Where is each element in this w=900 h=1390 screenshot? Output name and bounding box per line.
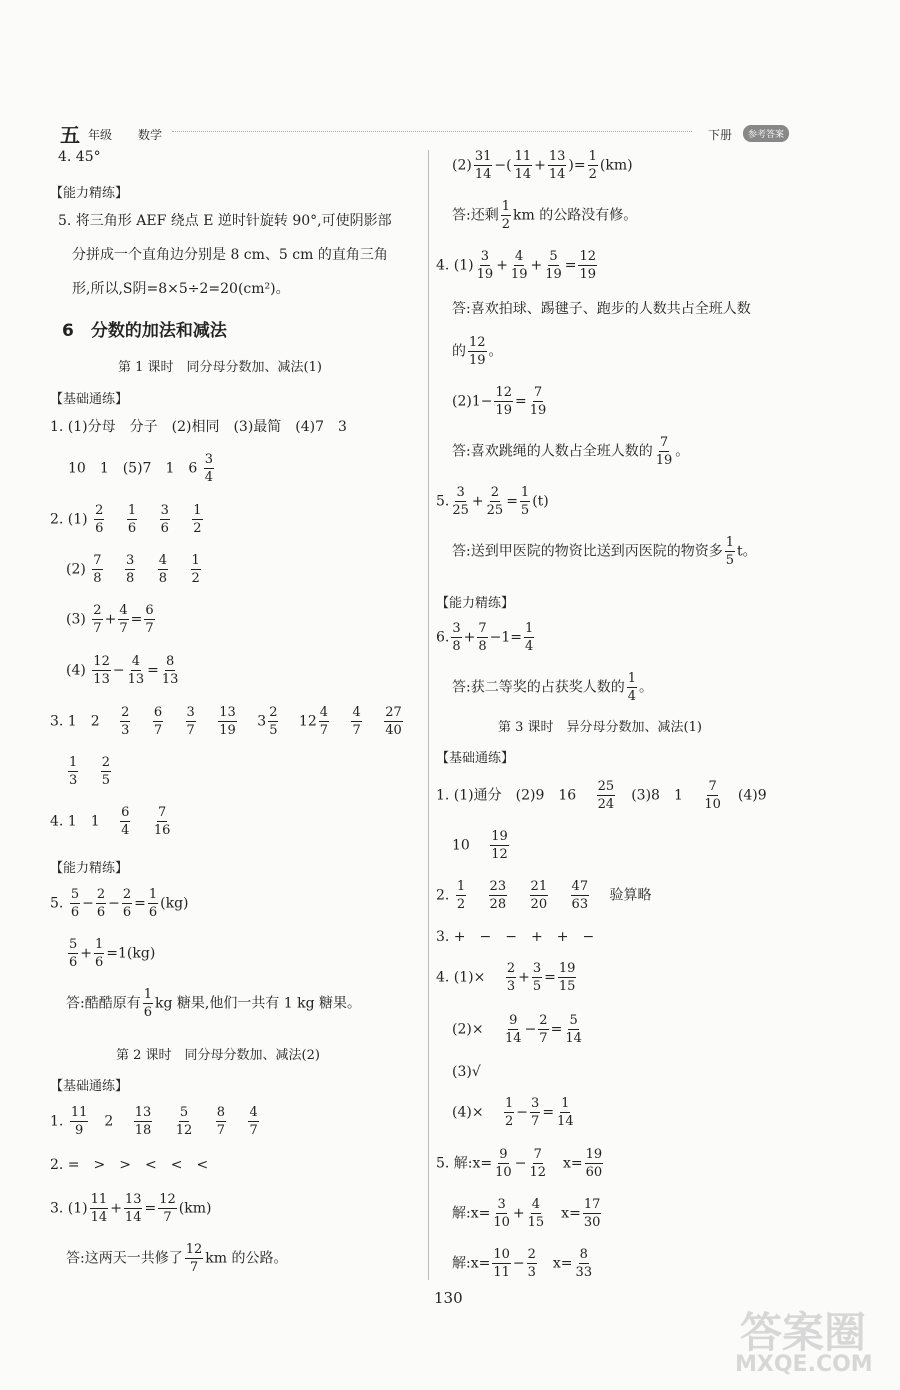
q5-line1: 5. $\frac{5}{6}$ − $\frac{2}{6}$ − $\frac{2}{6}$ = $\frac{1}{6}$ (kg) — [50, 887, 189, 920]
fraction: $\frac{1}{2}$ — [501, 199, 510, 232]
c4-1: 4. (1)× $\frac{2}{3}$ + $\frac{3}{5}$ = $\frac{19}{15}$ — [436, 961, 576, 994]
ans6-pre: 答:送到甲医院的物资比送到丙医院的物资多 — [452, 543, 723, 560]
q2-2 — [66, 554, 203, 585]
a2-unit: (km) — [599, 157, 633, 174]
fraction: $\frac{6}{7}$ — [153, 705, 163, 738]
answer-sentence-5: 答:喜欢跳绳的人数占全班人数的 $\frac{7}{19}$ 。 — [452, 435, 690, 468]
header-divider — [172, 131, 692, 132]
fraction: $\frac{1}{2}$ — [456, 879, 466, 912]
r3: 3. (1) $\frac{11}{14}$ + $\frac{13}{14}$ = $\frac{12}{7}$ (km) — [50, 1192, 212, 1225]
fraction: $\frac{1}{3}$ — [69, 755, 78, 788]
b6-label: 6. — [436, 629, 450, 646]
chapter-title: 6 分数的加法和减法 — [62, 321, 227, 341]
answer-sentence-4b: 的 $\frac{12}{19}$ 。 — [452, 335, 503, 368]
fraction: $\frac{4}{15}$ — [527, 1197, 545, 1230]
ans4b-pre: 的 — [452, 343, 466, 360]
ans6-post: t。 — [737, 543, 757, 560]
q3-label: 3. 1 2 — [50, 713, 100, 730]
c2 — [436, 880, 652, 911]
fraction: $\frac{3}{6}$ — [160, 503, 169, 536]
fraction: $\frac{12}{19}$ — [469, 335, 486, 368]
fraction: $\frac{1}{6}$ — [148, 887, 158, 920]
fraction: $\frac{8}{7}$ — [216, 1105, 225, 1138]
b4b-label: (2)1− — [452, 393, 493, 410]
c4-4: (4)× $\frac{1}{2}$ − $\frac{3}{7}$ = $\frac{1}{14}$ — [452, 1096, 574, 1129]
fraction: $\frac{6}{4}$ — [121, 805, 130, 838]
c4-4-label: (4)× — [452, 1104, 484, 1121]
c4-1-label: 4. (1)× — [436, 969, 486, 986]
c1a-text: 1. (1)通分 (2)9 16 — [436, 787, 577, 804]
fraction: $\frac{4}{7}$ — [319, 705, 329, 738]
fraction: $\frac{7}{8}$ — [478, 621, 487, 654]
section-nengli-1: 【能力精练】 — [50, 186, 129, 201]
fraction: $\frac{3}{5}$ — [532, 961, 542, 994]
fraction: $\frac{2}{5}$ — [101, 755, 111, 788]
q1-line2 — [68, 453, 216, 484]
fraction: $\frac{8}{33}$ — [575, 1247, 593, 1280]
c2-note: 验算略 — [609, 887, 652, 904]
ans2-pre: 答:这两天一共修了 — [66, 1250, 183, 1267]
fraction: $\frac{2}{3}$ — [527, 1247, 536, 1280]
fraction: $\frac{17}{30}$ — [583, 1197, 601, 1230]
r1-label: 1. — [50, 1113, 64, 1130]
fraction: $\frac{12}{13}$ — [93, 654, 110, 687]
q2-4: (4) $\frac{12}{13}$ − $\frac{4}{13}$ = $\frac{8}{13}$ — [66, 654, 179, 687]
fraction: $\frac{2}{3}$ — [121, 705, 130, 738]
c5-3: 解:x= $\frac{10}{11}$ − $\frac{2}{3}$ x= $\frac{8}{33}$ — [452, 1247, 593, 1280]
q5-line2-unit: =1(kg) — [106, 945, 156, 962]
q2-4-label: (4) — [66, 662, 86, 679]
fraction: $\frac{11}{9}$ — [70, 1105, 88, 1138]
fraction: $\frac{2}{5}$ — [269, 705, 278, 738]
answer-sentence-2 — [66, 1243, 287, 1274]
answer-sentence-7: 答:获二等奖的占获奖人数的 $\frac{1}{4}$ 。 — [452, 671, 653, 704]
c5-3-label: 解:x= — [452, 1255, 491, 1272]
c1b-text: 10 — [452, 837, 470, 854]
ans3-post: km 的公路没有修。 — [513, 207, 638, 224]
c5-1-label: 5. 解:x= — [436, 1155, 493, 1172]
fraction: $\frac{12}{19}$ — [579, 249, 597, 282]
ans1-post: kg 糖果,他们一共有 1 kg 糖果。 — [155, 995, 362, 1012]
fraction: $\frac{2}{7}$ — [93, 603, 102, 636]
ans7-pre: 答:获二等奖的占获奖人数的 — [452, 679, 625, 696]
fraction: $\frac{7}{12}$ — [529, 1147, 546, 1180]
q3-line1: 3. 1 2 $\frac{2}{3}$ $\frac{6}{7}$ $\frac{3}{7}$ $\frac{13}{19}$ 3 $\frac{2}{5}$ 12 $\frac{4}{7}$ $\frac{4}{7}$ $\frac{27}{40}$ — [50, 705, 402, 738]
answer-sentence-4a: 答:喜欢拍球、踢毽子、跑步的人数共占全班人数 — [452, 301, 751, 317]
q2-2-label: (2) — [66, 561, 86, 578]
answer-4: 4. 45° — [58, 149, 101, 165]
fraction: $\frac{3}{7}$ — [531, 1096, 540, 1129]
fraction: $\frac{13}{14}$ — [124, 1192, 142, 1225]
c1-line1: 1. (1)通分 (2)9 16 $\frac{25}{24}$ (3)8 1 $\frac{7}{10}$ (4)9 — [436, 779, 767, 812]
fraction: $\frac{3}{4}$ — [204, 452, 214, 485]
fraction: $\frac{1}{5}$ — [520, 485, 530, 518]
answer-5-line3: 形,所以,S阴=8×5÷2=20(cm²)。 — [72, 281, 290, 297]
fraction: $\frac{12}{7}$ — [159, 1192, 176, 1225]
fraction: $\frac{8}{13}$ — [161, 654, 179, 687]
r3-unit: (km) — [178, 1200, 212, 1217]
c5-2: 解:x= $\frac{3}{10}$ + $\frac{4}{15}$ x= $\frac{17}{30}$ — [452, 1197, 601, 1230]
answer-5-line2: 分拼成一个直角边分别是 8 cm、5 cm 的直角三角 — [72, 247, 388, 263]
b5-unit: (t) — [532, 493, 549, 510]
fraction: $\frac{23}{28}$ — [489, 879, 507, 912]
c5-1: 5. 解:x= $\frac{9}{10}$ − $\frac{7}{12}$ x= $\frac{19}{60}$ — [436, 1147, 603, 1180]
fraction: $\frac{1}{4}$ — [627, 671, 636, 704]
answer-sentence-6 — [452, 536, 757, 567]
fraction: $\frac{3}{8}$ — [126, 553, 135, 586]
fraction: $\frac{12}{19}$ — [495, 385, 513, 418]
fraction: $\frac{3}{7}$ — [186, 705, 195, 738]
watermark-url: MXQE.COM — [735, 1352, 873, 1377]
fraction: $\frac{7}{16}$ — [153, 805, 171, 838]
fraction: $\frac{2}{6}$ — [122, 887, 132, 920]
fraction: $\frac{3}{10}$ — [493, 1197, 510, 1230]
fraction: $\frac{4}{13}$ — [127, 654, 145, 687]
b4b: (2)1− $\frac{12}{19}$ = $\frac{7}{19}$ — [452, 385, 547, 418]
c4-2-label: (2)× — [452, 1021, 484, 1038]
fraction: $\frac{25}{24}$ — [597, 779, 615, 812]
fraction: $\frac{19}{60}$ — [585, 1147, 603, 1180]
fraction: $\frac{11}{14}$ — [90, 1192, 108, 1225]
fraction: $\frac{5}{12}$ — [175, 1105, 193, 1138]
a2: (2) $\frac{31}{14}$ −( $\frac{11}{14}$ + $\frac{13}{14}$ )= $\frac{1}{2}$ (km) — [452, 149, 633, 182]
fraction: $\frac{3}{25}$ — [452, 485, 469, 518]
q5-unit: (kg) — [160, 895, 189, 912]
a2-label: (2) — [452, 157, 472, 174]
fraction: $\frac{1}{14}$ — [557, 1096, 574, 1129]
q1-line2-text: 10 1 (5)7 1 6 — [68, 460, 198, 477]
fraction: $\frac{1}{4}$ — [525, 621, 534, 654]
fraction: $\frac{2}{6}$ — [96, 887, 106, 920]
fraction: $\frac{47}{63}$ — [571, 879, 589, 912]
q4-label: 4. 1 1 — [50, 813, 100, 830]
q3-line2 — [66, 756, 113, 787]
ans2-post: km 的公路。 — [205, 1250, 288, 1267]
q2-1-label: 2. (1) — [50, 511, 88, 528]
fraction: $\frac{11}{14}$ — [514, 149, 532, 182]
fraction: $\frac{9}{10}$ — [495, 1147, 512, 1180]
b4-label: 4. (1) — [436, 257, 474, 274]
q4 — [50, 806, 173, 837]
fraction: $\frac{7}{10}$ — [704, 779, 721, 812]
fraction: $\frac{1}{6}$ — [95, 937, 104, 970]
fraction: $\frac{5}{14}$ — [565, 1013, 582, 1046]
fraction: $\frac{13}{19}$ — [219, 705, 236, 738]
c5-2-label: 解:x= — [452, 1205, 491, 1222]
section-jichu-2: 【基础通练】 — [50, 1079, 129, 1094]
r3-label: 3. (1) — [50, 1200, 88, 1217]
b5-label: 5. — [436, 493, 450, 510]
fraction: $\frac{6}{7}$ — [145, 603, 154, 636]
fraction: $\frac{1}{2}$ — [191, 553, 200, 586]
section-jichu-3: 【基础通练】 — [436, 751, 515, 766]
q5-line2: $\frac{5}{6}$ + $\frac{1}{6}$ =1(kg) — [69, 937, 156, 970]
fraction: $\frac{4}{7}$ — [352, 705, 361, 738]
watermark-logo: 答案圈 — [740, 1308, 867, 1357]
fraction: $\frac{1}{6}$ — [127, 503, 137, 536]
fraction: $\frac{3}{19}$ — [476, 249, 494, 282]
fraction: $\frac{10}{11}$ — [493, 1247, 510, 1280]
answer-sentence-3 — [452, 200, 637, 231]
q1-line1: 1. (1)分母 分子 (2)相同 (3)最简 (4)7 3 — [50, 419, 347, 435]
fraction: $\frac{13}{18}$ — [134, 1105, 152, 1138]
fraction: $\frac{1}{6}$ — [143, 987, 152, 1020]
b4: 4. (1) $\frac{3}{19}$ + $\frac{4}{19}$ + $\frac{5}{19}$ = $\frac{12}{19}$ — [436, 249, 597, 282]
ans3-pre: 答:还剩 — [452, 207, 499, 224]
fraction: $\frac{7}{19}$ — [529, 385, 547, 418]
c4-3: (3)√ — [452, 1064, 481, 1080]
fraction: $\frac{4}{7}$ — [249, 1105, 258, 1138]
grade-label: 年级 — [88, 128, 113, 142]
volume-label: 下册 — [708, 128, 733, 142]
ans5-pre: 答:喜欢跳绳的人数占全班人数的 — [452, 443, 653, 460]
fraction: $\frac{19}{15}$ — [558, 961, 576, 994]
fraction: $\frac{7}{8}$ — [93, 553, 102, 586]
grade-char: 五 — [60, 123, 80, 147]
r2: 2. = > > < < < — [50, 1157, 209, 1173]
ans1-pre: 答:酷酷原有 — [66, 995, 141, 1012]
c1-line2 — [452, 830, 511, 861]
fraction: $\frac{5}{6}$ — [70, 887, 80, 920]
fraction: $\frac{2}{7}$ — [539, 1013, 548, 1046]
fraction: $\frac{4}{8}$ — [158, 553, 168, 586]
fraction: $\frac{1}{2}$ — [588, 149, 597, 182]
fraction: $\frac{1}{2}$ — [505, 1096, 514, 1129]
lesson-3-title: 第 3 课时 异分母分数加、减法(1) — [498, 720, 702, 735]
r1: 1. $\frac{11}{9}$ 2 $\frac{13}{18}$ $\frac{5}{12}$ $\frac{8}{7}$ $\frac{4}{7}$ — [50, 1105, 258, 1138]
q2-3-label: (3) — [66, 611, 86, 628]
b5: 5. $\frac{3}{25}$ + $\frac{2}{25}$ = $\frac{1}{5}$ (t) — [436, 485, 549, 518]
fraction: $\frac{21}{20}$ — [530, 879, 548, 912]
q2-3: (3) $\frac{2}{7}$ + $\frac{4}{7}$ = $\frac{6}{7}$ — [66, 603, 154, 636]
answer-5-line1: 5. 将三角形 AEF 绕点 E 逆时针旋转 90°,可使阴影部 — [58, 213, 392, 229]
b6: 6. $\frac{3}{8}$ + $\frac{7}{8}$ −1= $\frac{1}{4}$ — [436, 621, 534, 654]
answer-badge: 参考答案 — [743, 125, 789, 142]
fraction: $\frac{1}{2}$ — [193, 503, 202, 536]
section-nengli-3: 【能力精练】 — [436, 596, 515, 611]
fraction: $\frac{4}{19}$ — [510, 249, 528, 282]
fraction: $\frac{13}{14}$ — [548, 149, 566, 182]
fraction: $\frac{2}{6}$ — [95, 503, 104, 536]
fraction: $\frac{12}{7}$ — [185, 1242, 203, 1275]
c2-label: 2. — [436, 887, 450, 904]
fraction: $\frac{4}{7}$ — [119, 603, 128, 636]
fraction: $\frac{27}{40}$ — [385, 705, 402, 738]
fraction: $\frac{1}{5}$ — [725, 535, 734, 568]
c3: 3. + − − + + − — [436, 929, 595, 945]
fraction: $\frac{19}{12}$ — [491, 829, 508, 862]
answer-sentence-1 — [66, 988, 361, 1019]
fraction: $\frac{31}{14}$ — [474, 149, 492, 182]
q2-1 — [50, 504, 205, 535]
section-jichu-1: 【基础通练】 — [50, 392, 129, 407]
c4-2: (2)× $\frac{9}{14}$ − $\frac{2}{7}$ = $\frac{5}{14}$ — [452, 1013, 582, 1046]
section-nengli-2: 【能力精练】 — [50, 861, 129, 876]
fraction: $\frac{2}{25}$ — [486, 485, 504, 518]
fraction: $\frac{2}{3}$ — [506, 961, 516, 994]
fraction: $\frac{3}{8}$ — [452, 621, 461, 654]
fraction: $\frac{5}{19}$ — [545, 249, 562, 282]
page-number: 130 — [434, 1289, 463, 1307]
fraction: $\frac{7}{19}$ — [655, 435, 673, 468]
lesson-2-title: 第 2 课时 同分母分数加、减法(2) — [116, 1048, 320, 1063]
subject-label: 数学 — [138, 128, 163, 142]
column-divider — [428, 150, 429, 1280]
fraction: $\frac{9}{14}$ — [505, 1013, 522, 1046]
fraction: $\frac{5}{6}$ — [69, 937, 78, 970]
lesson-1-title: 第 1 课时 同分母分数加、减法(1) — [118, 360, 322, 375]
